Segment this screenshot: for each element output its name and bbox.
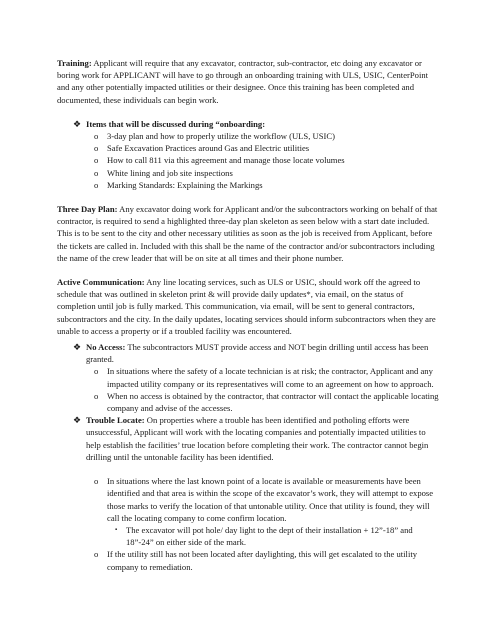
no-access-list: [57, 365, 442, 414]
active-communication-text: Any line locating services, such as ULS or USIC, should work off the agreed to schedule that was outlined in skeleton print & will provide daily updates*, via email, on the status of completion until job is fully marked. This communication, via email, will be sent to general contractors, subcontractors and the city. In the daily updates, locating services should inform subcontractors when they are unable to access a property or if a troubled facility was encountered.: [57, 277, 436, 336]
three-day-label: Three Day Plan:: [57, 204, 118, 215]
training-text: Applicant will require that any excavator, contractor, sub-contractor, etc doing any excavator or boring work for APPLICANT will have to go through an onboarding training with ULS, USIC, CenterPoint and any other potentially impacted utilities or their designee. Once this training has been completed and documented, these individuals can begin work.: [57, 58, 429, 105]
list-item: o If the utility still has not been located after daylighting, this will get escalated to the utility company to remediation.: [94, 549, 418, 572]
no-access-text: The subcontractors MUST provide access and NOT begin drilling until access has been granted.: [86, 342, 429, 365]
list-item: o Safe Excavation Practices around Gas and Electric utilities: [94, 143, 310, 154]
list-item: o How to call 811 via this agreement and manage those locate volumes: [94, 155, 345, 166]
onboarding-section: [57, 118, 442, 130]
diamond-bullet-icon: ❖: [73, 342, 82, 353]
three-day-text: Any excavator doing work for Applicant and/or the subcontractors working on behalf of that contractor, is required to send a highlighted three-day plan skeleton as seen below with a start date included. This is to be sent to the city and other necessary utilities as soon as the job is received from Applicant, before the tickets are called in. Included with this shall be the name of the contractor and/or subcontractors including the name of the crew leader that will be on site at all times and their phone number.: [57, 204, 438, 263]
list-item: o 3-day plan and how to properly utilize the workflow (ULS, USIC): [94, 131, 335, 142]
circle-bullet-icon: o: [94, 366, 99, 377]
list-item: ▪ The excavator will pot hole/ day light to the dept of their installation + 12”-18” and 18”-24” on either side of the mark.: [115, 524, 413, 548]
active-communication-label: Active Communication:: [57, 277, 145, 288]
list-item: o White lining and job site inspections: [94, 167, 233, 178]
diamond-bullet-icon: ❖: [73, 118, 82, 129]
square-bullet-icon: ▪: [115, 526, 118, 533]
training-paragraph: [57, 57, 442, 106]
circle-bullet-icon: o: [94, 131, 99, 142]
trouble-locate-list: [57, 475, 442, 573]
onboarding-heading: Items that will be discussed during “onboarding:: [86, 118, 266, 129]
circle-bullet-icon: o: [94, 179, 99, 190]
list-item: o Marking Standards: Explaining the Markings: [94, 179, 263, 190]
trouble-locate-text: On properties where a trouble has been identified and potholing efforts were unsuccessful, Applicant will work with the locating companies and potentially impacted utilities to help establish the facilities’ true location before completing their work. The contractor cannot begin drilling until the untonable facility has been identified.: [86, 415, 429, 462]
active-communication-paragraph: [57, 276, 442, 337]
training-label: Training:: [57, 58, 92, 68]
trouble-locate-label: Trouble Locate:: [86, 415, 145, 426]
no-access-label: No Access:: [86, 342, 126, 353]
circle-bullet-icon: o: [94, 155, 99, 166]
circle-bullet-icon: o: [94, 167, 99, 178]
list-item: o In situations where the last known point of a locate is available or measurements have been identified and that area is within the scope of the excavator’s work, they will attempt to expose those marks to verify the location of that untonable utility. Once that utility is found, they will call the locating company to come confirm location.: [94, 476, 434, 523]
circle-bullet-icon: o: [94, 143, 99, 154]
list-item: o When no access is obtained by the contractor, that contractor will contact the applicable locating company and advise of the accesses.: [94, 390, 439, 414]
circle-bullet-icon: o: [94, 476, 99, 487]
list-item: o In situations where the safety of a locate technician is at risk; the contractor, Applicant and any impacted utility company or its representatives will come to an agreement on how to approach.: [94, 366, 434, 389]
three-day-paragraph: [57, 203, 442, 264]
trouble-locate-section: [57, 414, 442, 463]
circle-bullet-icon: o: [94, 549, 99, 560]
diamond-bullet-icon: ❖: [73, 415, 82, 426]
no-access-section: [57, 341, 442, 365]
onboarding-list: [57, 130, 442, 191]
circle-bullet-icon: o: [94, 390, 99, 401]
